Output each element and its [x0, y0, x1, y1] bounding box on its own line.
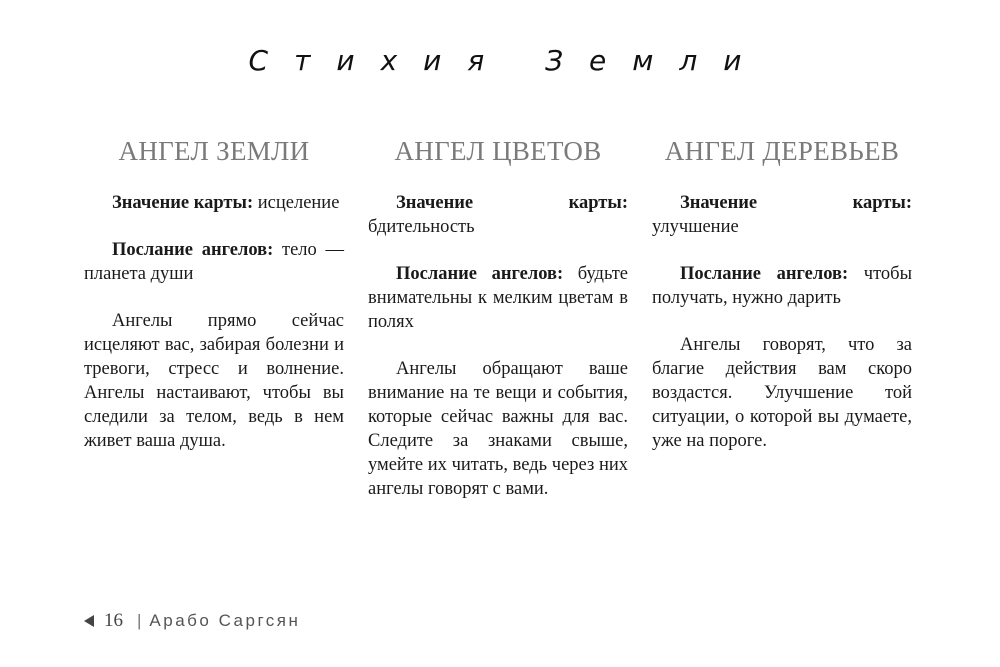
triangle-left-icon: [84, 615, 94, 627]
card-meaning: [84, 191, 344, 215]
meaning-text: исцеление: [257, 193, 340, 213]
page-footer: [84, 610, 300, 632]
page-number: 16: [104, 610, 123, 631]
footer-separator: |: [137, 611, 142, 630]
card-columns: [84, 136, 912, 524]
message-label: Послание ангелов:: [680, 264, 849, 284]
column-angel-flowers: [368, 136, 628, 524]
chapter-title: Стихия Земли: [248, 44, 768, 77]
body-paragraph: Ангелы обращают ваше внимание на те вещи и события, которые сейчас важны для вас. Следите за знаками свыше, умейте их читать, ведь через них ангелы говорят с вами.: [368, 359, 628, 499]
angel-title: АНГЕЛ ДЕРЕВЬЕВ: [664, 136, 900, 166]
author-name: Арабо Саргсян: [149, 611, 301, 630]
angels-message: [368, 262, 628, 334]
meaning-label: Значение карты:: [680, 193, 912, 213]
column-angel-trees: [652, 136, 912, 524]
angels-message: [652, 262, 912, 310]
card-meaning: [368, 191, 628, 239]
card-meaning: [652, 191, 912, 239]
message-text: чтобы получать, нужно дарить: [652, 264, 913, 308]
meaning-text: улучшение: [652, 217, 739, 237]
body-paragraph: Ангелы прямо сейчас исцеляют вас, забирая болезни и тревоги, стресс и волнение. Ангелы настаивают, чтобы вы следили за телом, ведь в нем живет ваша душа.: [84, 311, 344, 451]
angel-title: АНГЕЛ ЦВЕТОВ: [394, 136, 602, 166]
message-text: тело — планета души: [84, 240, 344, 284]
message-label: Послание ангелов:: [396, 264, 564, 284]
meaning-text: бдительность: [368, 217, 475, 237]
message-label: Послание ангелов:: [112, 240, 274, 260]
message-text: будьте внимательны к мелким цветам в полях: [368, 264, 628, 332]
column-angel-earth: [84, 136, 344, 524]
angel-title: АНГЕЛ ЗЕМЛИ: [118, 136, 310, 166]
meaning-label: Значение карты:: [396, 193, 628, 213]
body-paragraph: Ангелы говорят, что за благие действия вам скоро воздастся. Улучшение той ситуации, о которой вы думаете, уже на пороге.: [652, 335, 912, 451]
meaning-label: Значение карты:: [112, 193, 254, 213]
angels-message: [84, 238, 344, 286]
